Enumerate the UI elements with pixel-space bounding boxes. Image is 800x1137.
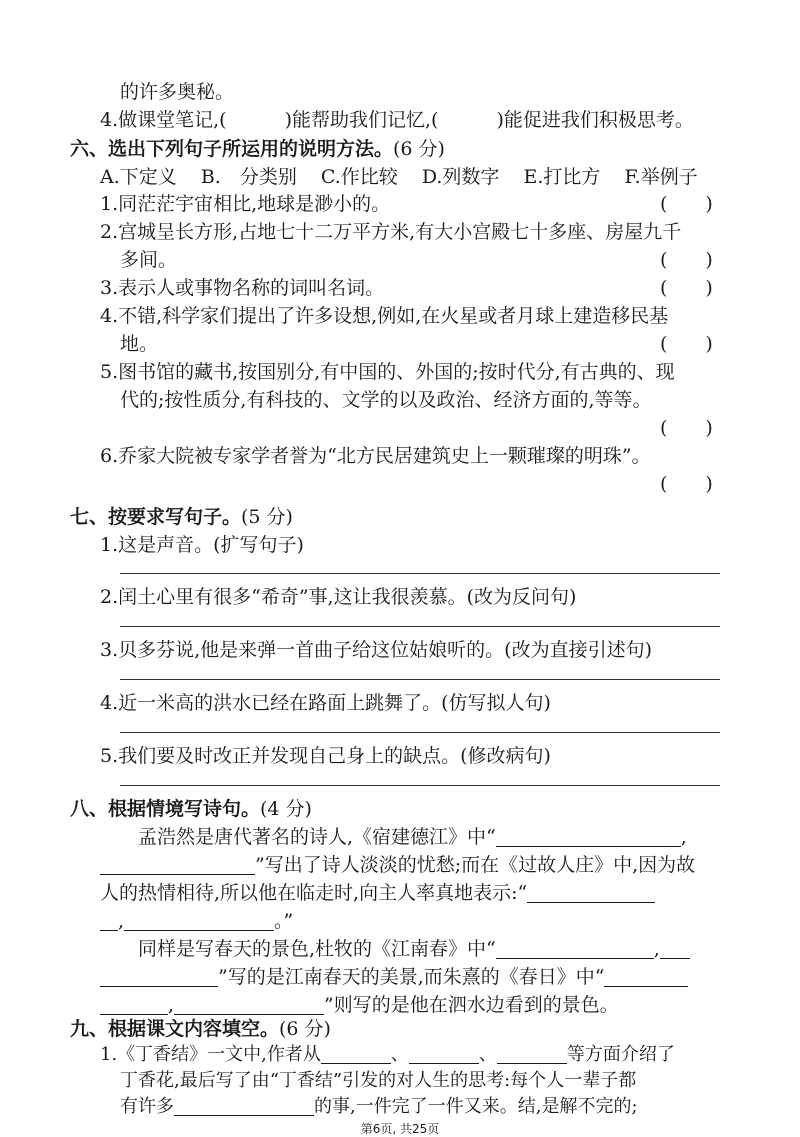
s7-answer-line-4[interactable] bbox=[120, 732, 720, 733]
s8-blank-7[interactable] bbox=[660, 938, 690, 959]
s7-question-3: 3.贝多芬说,他是来弹一首曲子给这位姑娘听的。(改为直接引述句) bbox=[100, 639, 652, 661]
s8-blank-8[interactable] bbox=[100, 966, 218, 987]
page-number: 第6页, 共25页 bbox=[360, 1122, 440, 1136]
s8-blank-6[interactable] bbox=[496, 938, 654, 959]
s9-blank-1[interactable] bbox=[321, 1043, 391, 1064]
s8-line-2: ”写出了诗人淡淡的忧愁;而在《过故人庄》中,因为故 bbox=[100, 851, 695, 879]
s7-question-1: 1.这是声音。(扩写句子) bbox=[100, 534, 304, 556]
s6-question-6: 6.乔家大院被专家学者誉为“北方民居建筑史上一颗璀璨的明珠”。 bbox=[100, 445, 651, 467]
option-b: B. 分类别 bbox=[200, 166, 297, 188]
s6-question-1: 1.同茫茫宇宙相比,地球是渺小的。 bbox=[100, 193, 391, 215]
s6-answer-1[interactable]: ( ) bbox=[660, 193, 713, 215]
s7-answer-line-3[interactable] bbox=[120, 679, 720, 680]
s6-question-5-line2: 代的;按性质分,有科技的、文学的以及政治、经济方面的,等等。 bbox=[120, 389, 652, 411]
s9-line-1: 1.《丁香结》一文中,作者从 、 、 等方面介绍了 bbox=[100, 1044, 675, 1065]
s6-question-3: 3.表示人或事物名称的词叫名词。 bbox=[100, 277, 385, 299]
s8-line-1: 孟浩然是唐代著名的诗人,《宿建德江》中“ , bbox=[138, 826, 687, 848]
s8-line-7: , ”则写的是他在泗水边看到的景色。 bbox=[100, 991, 619, 1019]
s8-blank-9[interactable] bbox=[604, 966, 688, 987]
s9-blank-4[interactable] bbox=[174, 1095, 314, 1116]
s8-line-6: ”写的是江南春天的美景,而朱熹的《春日》中“ bbox=[100, 963, 688, 991]
s6-options bbox=[100, 163, 698, 191]
s8-blank-2[interactable] bbox=[100, 854, 255, 875]
s8-blank-5[interactable] bbox=[124, 910, 274, 931]
option-a: A.下定义 bbox=[100, 166, 177, 188]
option-c: C.作比较 bbox=[320, 166, 398, 188]
s5-question-4: 4.做课堂笔记,( )能帮助我们记忆,( )能促进我们积极思考。 bbox=[100, 109, 694, 131]
s7-answer-line-5[interactable] bbox=[120, 785, 720, 786]
option-d: D.列数字 bbox=[421, 166, 500, 188]
s6-heading: 六、选出下列句子所运用的说明方法。(6 分) bbox=[70, 138, 445, 160]
s6-answer-5[interactable]: ( ) bbox=[660, 417, 713, 439]
s9-blank-3[interactable] bbox=[497, 1043, 567, 1064]
s6-question-2-line2: 多间。 bbox=[120, 249, 178, 271]
s8-line-4: , 。” bbox=[100, 907, 293, 935]
s6-question-4-line2: 地。 bbox=[120, 333, 159, 355]
option-f: F.举例子 bbox=[624, 166, 698, 188]
s8-line-5: 同样是写春天的景色,杜牧的《江南春》中“ , bbox=[138, 935, 690, 963]
s7-answer-line-1[interactable] bbox=[120, 573, 720, 574]
s8-line-3: 人的热情相待,所以他在临走时,向主人率真地表示:“ bbox=[100, 879, 655, 907]
s7-question-2: 2.闰土心里有很多“希奇”事,这让我很羡慕。(改为反问句) bbox=[100, 586, 577, 608]
s7-question-4: 4.近一米高的洪水已经在路面上跳舞了。(仿写拟人句) bbox=[100, 692, 551, 714]
s6-question-4-line1: 4.不错,科学家们提出了许多设想,例如,在火星或者月球上建造移民基 bbox=[100, 305, 669, 327]
s8-blank-4[interactable] bbox=[100, 910, 118, 931]
s6-question-2-line1: 2.宫城呈长方形,占地七十二万平方米,有大小宫殿七十多座、房屋九千 bbox=[100, 221, 682, 243]
s7-heading: 七、按要求写句子。(5 分) bbox=[70, 506, 293, 528]
s9-heading: 九、根据课文内容填空。(6 分) bbox=[70, 1018, 331, 1040]
s7-question-5: 5.我们要及时改正并发现自己身上的缺点。(修改病句) bbox=[100, 745, 551, 767]
s8-blank-11[interactable] bbox=[174, 994, 324, 1015]
s6-answer-4[interactable]: ( ) bbox=[660, 333, 713, 355]
s5-continued-text: 的许多奥秘。 bbox=[120, 81, 235, 103]
s9-blank-2[interactable] bbox=[409, 1043, 479, 1064]
s9-line-2: 丁香花,最后写了由“丁香结”引发的对人生的思考:每个人一辈子都 bbox=[120, 1070, 637, 1091]
s8-blank-1[interactable] bbox=[496, 826, 681, 847]
s6-answer-3[interactable]: ( ) bbox=[660, 277, 713, 299]
s8-blank-3[interactable] bbox=[527, 882, 655, 903]
s8-heading: 八、根据情境写诗句。(4 分) bbox=[70, 798, 312, 820]
s9-line-3: 有许多 的事,一件完了一件又来。结,是解不完的; bbox=[120, 1096, 638, 1117]
s8-blank-10[interactable] bbox=[100, 994, 168, 1015]
s6-answer-2[interactable]: ( ) bbox=[660, 249, 713, 271]
s6-question-5-line1: 5.图书馆的藏书,按国别分,有中国的、外国的;按时代分,有古典的、现 bbox=[100, 361, 675, 383]
s7-answer-line-2[interactable] bbox=[120, 626, 720, 627]
option-e: E.打比方 bbox=[523, 166, 601, 188]
s6-answer-6[interactable]: ( ) bbox=[660, 473, 713, 495]
